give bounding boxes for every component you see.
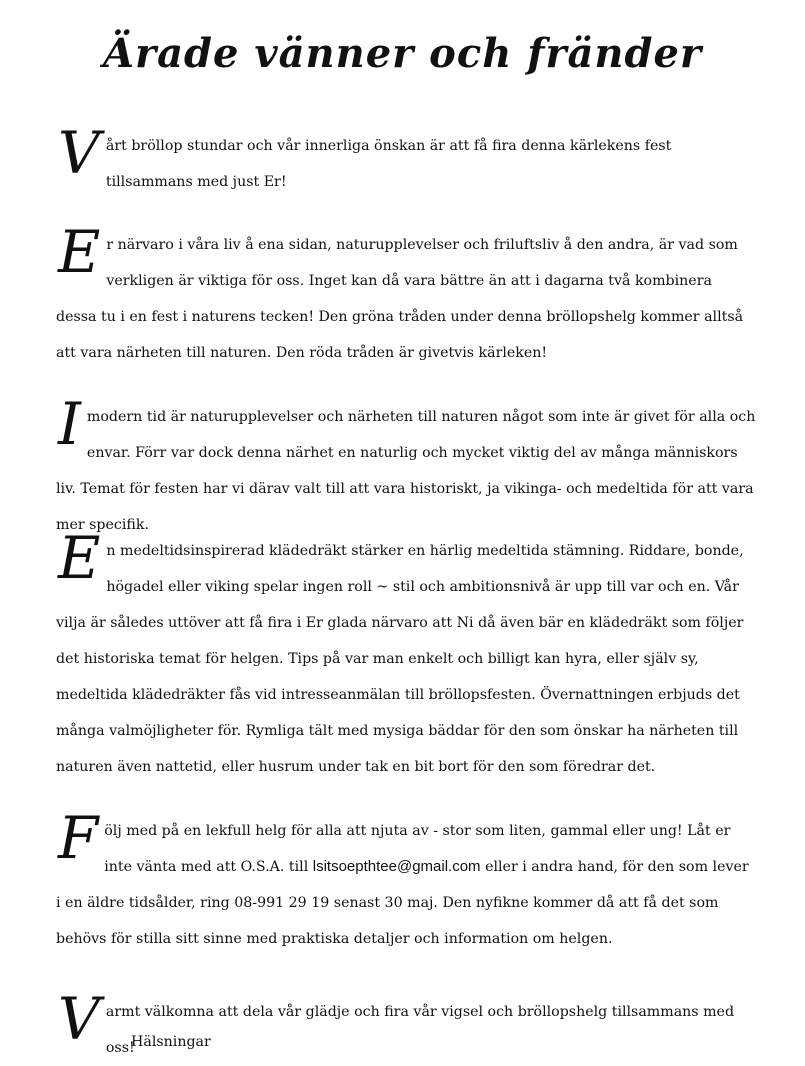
paragraph-6 [56,985,756,1066]
drop-cap: E [58,218,101,286]
paragraph-text: årt bröllop stundar och vår innerliga önskan är att få fira denna kärlekens fest tillsammans med just Er! [105,138,672,190]
drop-cap: E [58,524,101,592]
paragraph-text: modern tid är naturupplevelser och närheten till naturen något som inte är givet för alla och envar. Förr var dock denna närhet en naturlig och mycket viktig del av många människors liv. Temat för festen har vi därav valt till att vara historiskt, ja vikinga- och medeltida för att vara mer specifik. [56,409,756,533]
paragraph-text: ölj med på en lekfull helg för alla att njuta av - stor som liten, gammal eller ung! Låt er inte vänta med att O.S.A. till [104,823,731,875]
signoff: Hälsningar [131,1034,211,1050]
drop-cap: V [58,119,100,187]
paragraph-1 [56,119,756,200]
rsvp-email: lsitsoepthtee@gmail.com [312,858,481,875]
paragraph-5 [56,804,756,957]
paragraph-text: armt välkomna att dela vår glädje och fira vår vigsel och bröllopshelg tillsammans med oss! [105,1004,735,1056]
paragraph-3 [56,390,756,543]
invitation-title: Ärade vänner och fränder [103,30,702,77]
paragraph-text: eller i andra hand, för den som lever i en äldre tidsålder, ring 08-991 29 19 senast 30 maj. Den nyfikne kommer då att få det som behövs för stilla sitt sinne med praktiska detaljer och information om helgen. [56,859,749,947]
drop-cap: V [58,985,100,1053]
paragraph-2 [56,218,756,371]
paragraph-text: n medeltidsinspirerad klädedräkt stärker en härlig medeltida stämning. Riddare, bonde, högadel eller viking spelar ingen roll ~ stil och ambitionsnivå är upp till var och en. Vår vilja är således uttöver att få fira i Er glada närvaro att Ni då även bär en klädedräkt som följer det historiska temat för helgen. Tips på var man enkelt och billigt kan hyra, eller själv sy, medeltida klädedräkter fås vid intresseanmälan till bröllopsfesten. Övernattningen erbjuds det många valmöjligheter för. Rymliga tält med mysiga bäddar för den som önskar ha närheten till naturen även nattetid, eller husrum under tak en bit bort för den som föredrar det. [56,543,744,775]
paragraph-4 [56,524,756,785]
drop-cap: I [58,390,81,458]
drop-cap: F [58,804,99,872]
paragraph-text: r närvaro i våra liv å ena sidan, naturupplevelser och friluftsliv å den andra, är vad som verkligen är viktiga för oss. Inget kan då vara bättre än att i dagarna två kombinera dessa tu i en fest i naturens tecken! Den gröna tråden under denna bröllopshelg kommer alltså att vara närheten till naturen. Den röda tråden är givetvis kärleken! [56,237,744,361]
